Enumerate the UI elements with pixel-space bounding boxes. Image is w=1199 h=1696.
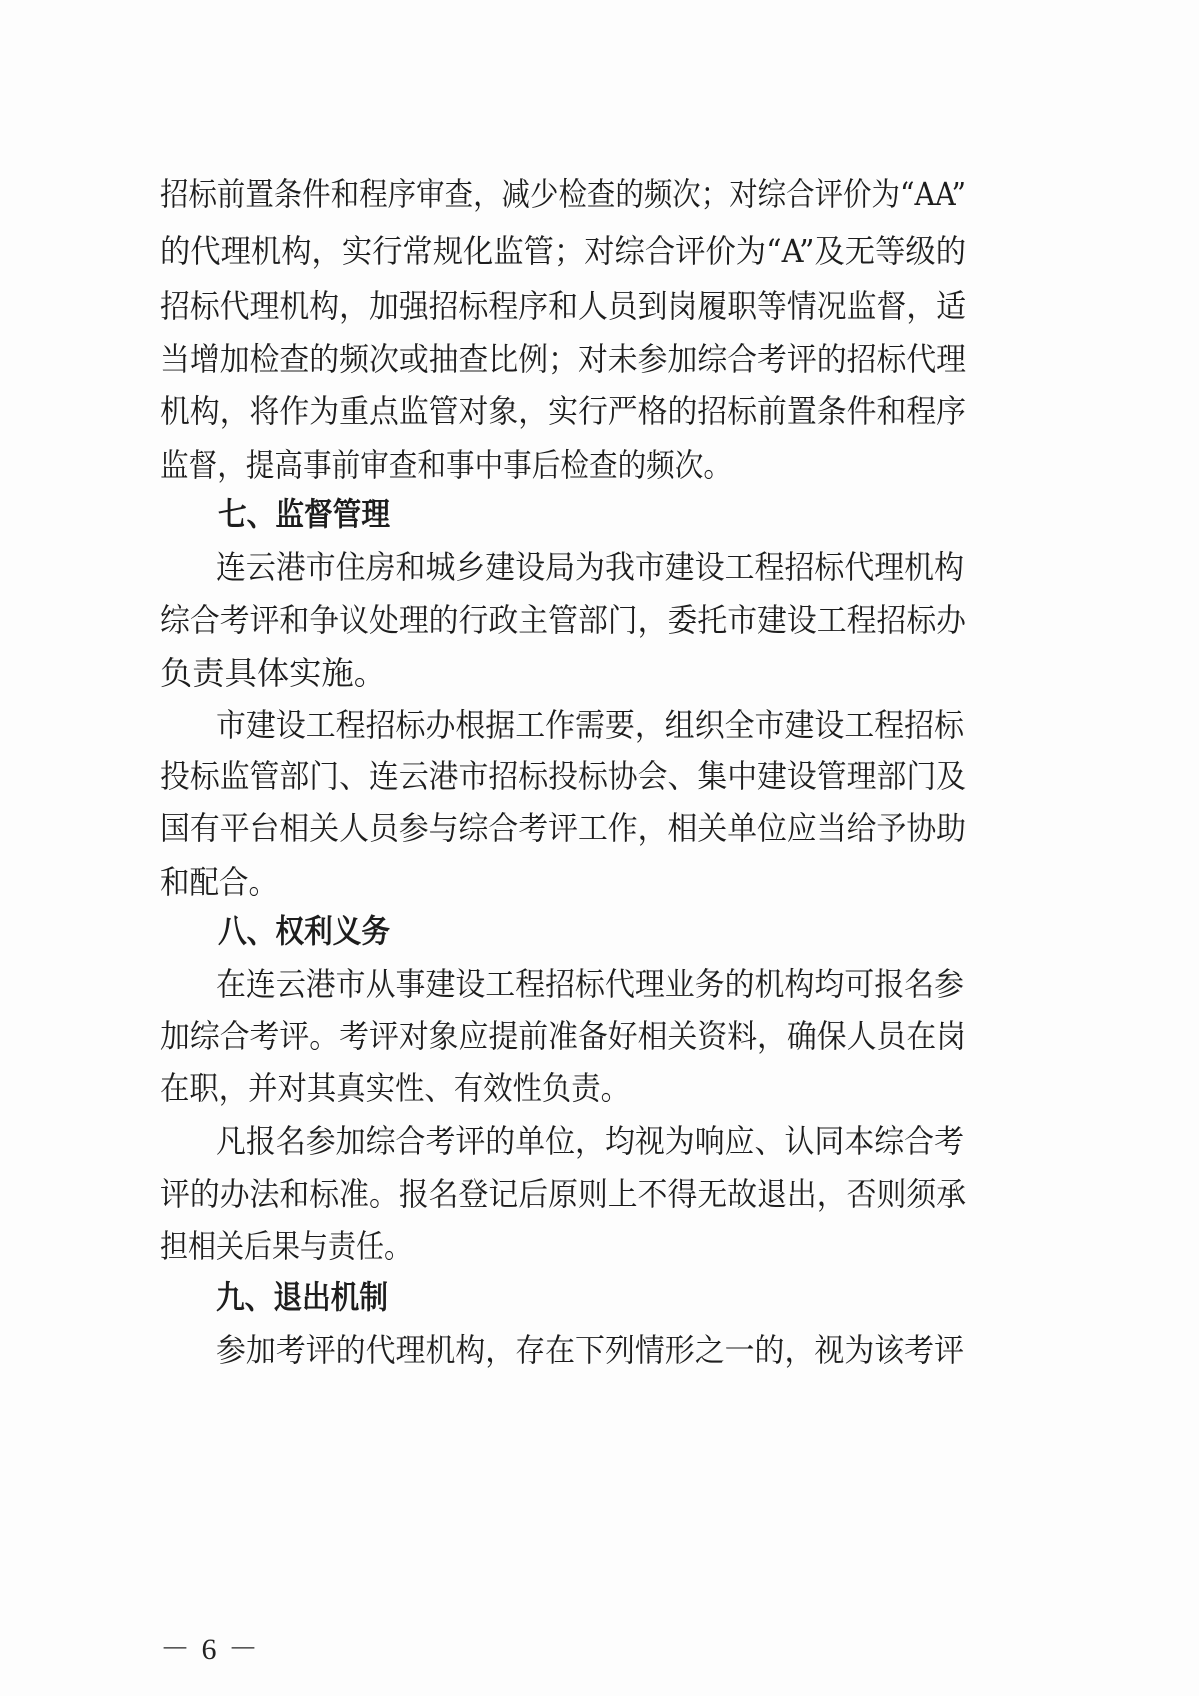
text-line bbox=[0, 592, 1199, 648]
heading-text: 九、退出机制 bbox=[216, 1278, 389, 1316]
line-text: 参加考评的代理机构，存在下列情形之一的，视为该考评 bbox=[216, 1331, 965, 1369]
line-text: 担相关后果与责任。 bbox=[160, 1227, 413, 1265]
text-line bbox=[0, 645, 1199, 701]
section-heading bbox=[0, 1269, 1199, 1325]
page-number: － 6 － bbox=[160, 1633, 260, 1666]
heading-text: 七、监督管理 bbox=[218, 495, 391, 533]
text-line bbox=[0, 437, 1199, 493]
line-text: 当增加检查的频次或抽查比例；对未参加综合考评的招标代理 bbox=[160, 340, 967, 378]
text-line bbox=[0, 539, 1199, 595]
line-text: 连云港市住房和城乡建设局为我市建设工程招标代理机构 bbox=[216, 548, 965, 586]
line-text: 凡报名参加综合考评的单位，均视为响应、认同本综合考 bbox=[216, 1122, 965, 1160]
text-line bbox=[0, 1322, 1199, 1378]
text-line bbox=[0, 1166, 1199, 1222]
line-text: 负责具体实施。 bbox=[160, 654, 387, 692]
line-text: 机构，将作为重点监管对象，实行严格的招标前置条件和程序 bbox=[160, 392, 967, 430]
text-line bbox=[0, 748, 1199, 804]
heading-text: 八、权利义务 bbox=[218, 912, 391, 950]
line-text: 评的办法和标准。报名登记后原则上不得无故退出，否则须承 bbox=[160, 1175, 967, 1213]
section-heading bbox=[0, 903, 1199, 959]
line-text: 招标前置条件和程序审查，减少检查的频次；对综合评价为“AA” bbox=[160, 175, 967, 213]
text-line bbox=[0, 383, 1199, 439]
line-text: 加综合考评。考评对象应提前准备好相关资料，确保人员在岗 bbox=[160, 1017, 967, 1055]
line-text: 综合考评和争议处理的行政主管部门，委托市建设工程招标办 bbox=[160, 601, 967, 639]
line-text: 市建设工程招标办根据工作需要，组织全市建设工程招标 bbox=[216, 706, 965, 744]
text-line bbox=[0, 1218, 1199, 1274]
section-heading bbox=[0, 486, 1199, 542]
line-text: 的代理机构，实行常规化监管；对综合评价为“A”及无等级的 bbox=[160, 232, 967, 270]
line-text: 在职，并对其真实性、有效性负责。 bbox=[160, 1069, 630, 1107]
text-line bbox=[0, 331, 1199, 387]
text-line bbox=[0, 1008, 1199, 1064]
line-text: 和配合。 bbox=[160, 863, 279, 901]
text-line bbox=[0, 278, 1199, 334]
line-text: 投标监管部门、连云港市招标投标协会、集中建设管理部门及 bbox=[160, 757, 967, 795]
text-line bbox=[0, 1113, 1199, 1169]
line-text: 招标代理机构，加强招标程序和人员到岗履职等情况监督，适 bbox=[160, 287, 967, 325]
text-line bbox=[0, 854, 1199, 910]
line-text: 监督，提高事前审查和事中事后检查的频次。 bbox=[160, 446, 732, 484]
line-text: 在连云港市从事建设工程招标代理业务的机构均可报名参 bbox=[216, 965, 965, 1003]
line-text: 国有平台相关人员参与综合考评工作，相关单位应当给予协助 bbox=[160, 809, 967, 847]
text-line bbox=[0, 697, 1199, 753]
text-line bbox=[0, 223, 1199, 279]
text-line bbox=[0, 166, 1199, 222]
text-line bbox=[0, 956, 1199, 1012]
text-line bbox=[0, 1060, 1199, 1116]
text-line bbox=[0, 800, 1199, 856]
